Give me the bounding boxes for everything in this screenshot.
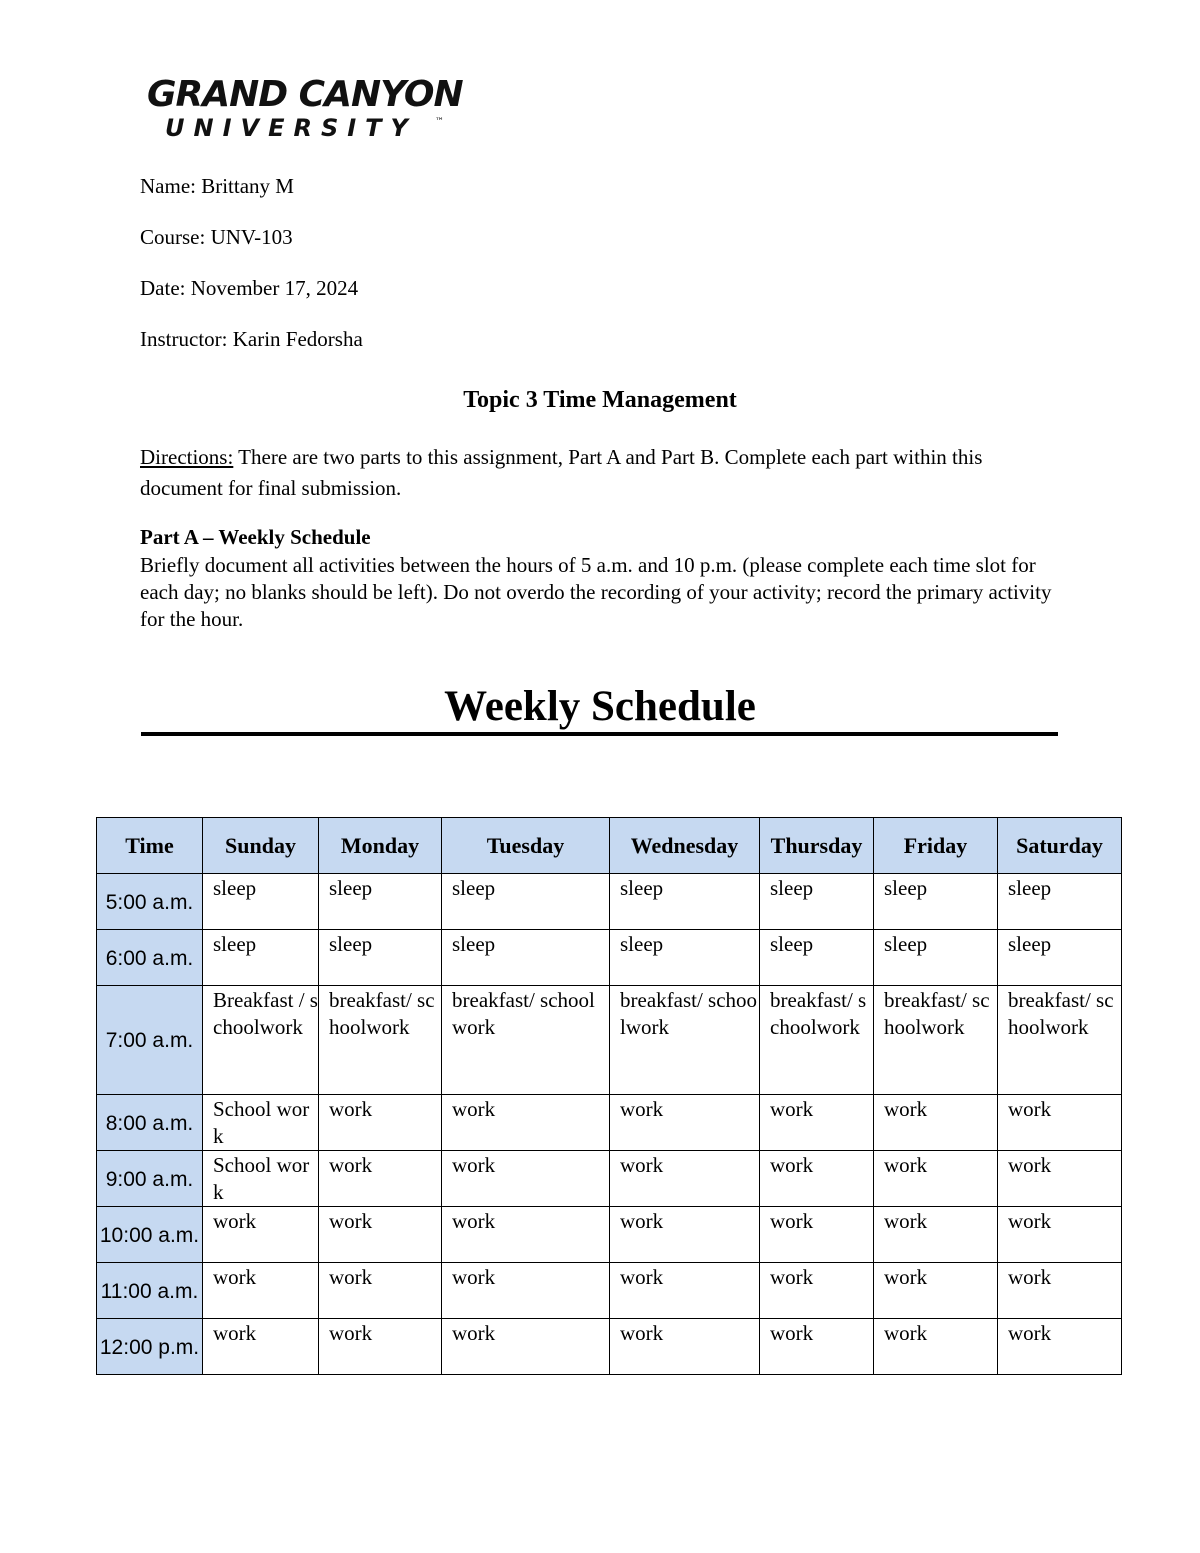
activity-cell: work [998,1207,1122,1263]
activity-cell: work [874,1151,998,1207]
svg-text:™: ™ [435,117,444,127]
activity-cell: sleep [760,930,874,986]
university-logo [145,72,465,142]
activity-cell: work [998,1095,1122,1151]
activity-cell: Breakfast / schoolwork [203,986,319,1095]
svg-text:UNIVERSITY: UNIVERSITY [165,114,417,142]
header-wednesday: Wednesday [610,818,760,874]
activity-cell: sleep [319,930,442,986]
activity-cell: work [760,1151,874,1207]
student-name: Name: Brittany M [140,174,294,198]
activity-cell: work [874,1263,998,1319]
title-divider [141,732,1058,736]
activity-cell: sleep [998,874,1122,930]
table-row [97,986,1122,1095]
header-monday: Monday [319,818,442,874]
activity-cell: sleep [442,874,610,930]
time-slot-cell: 7:00 a.m. [97,986,203,1095]
activity-cell: work [203,1207,319,1263]
part-a-instructions: Briefly document all activities between the hours of 5 a.m. and 10 p.m. (please complete each time slot for each day; no blanks should be left). Do not overdo the recording of your activity; record the primary activity for the hour. [140,553,1052,631]
activity-cell: work [442,1319,610,1375]
activity-cell: work [760,1319,874,1375]
activity-cell: work [874,1319,998,1375]
activity-cell: work [319,1319,442,1375]
activity-cell: work [998,1151,1122,1207]
activity-cell: work [610,1095,760,1151]
table-row [97,874,1122,930]
activity-cell: School work [203,1095,319,1151]
directions-text: There are two parts to this assignment, Part A and Part B. Complete each part within this document for final submission. [140,445,983,500]
weekly-schedule-title: Weekly Schedule [444,683,756,730]
activity-cell: work [319,1095,442,1151]
activity-cell: sleep [610,930,760,986]
activity-cell: breakfast/ schoolwork [442,986,610,1095]
activity-cell: work [610,1319,760,1375]
activity-cell: work [610,1207,760,1263]
activity-cell: sleep [874,930,998,986]
activity-cell: work [760,1263,874,1319]
activity-cell: work [998,1263,1122,1319]
time-slot-cell: 5:00 a.m. [97,874,203,930]
instructor-label: Instructor: Karin Fedorsha [140,327,363,351]
directions-label: Directions: [140,445,234,469]
activity-cell: breakfast/ schoolwork [760,986,874,1095]
activity-cell: work [874,1095,998,1151]
activity-cell: work [442,1263,610,1319]
activity-cell: work [610,1263,760,1319]
activity-cell: work [760,1095,874,1151]
activity-cell: sleep [203,874,319,930]
activity-cell: breakfast/ schoolwork [610,986,760,1095]
directions-paragraph [140,442,1070,504]
table-row [97,1319,1122,1375]
activity-cell: work [874,1207,998,1263]
activity-cell: sleep [203,930,319,986]
activity-cell: work [442,1207,610,1263]
table-row [97,930,1122,986]
activity-cell: sleep [760,874,874,930]
activity-cell: sleep [874,874,998,930]
time-slot-cell: 12:00 p.m. [97,1319,203,1375]
activity-cell: sleep [442,930,610,986]
time-slot-cell: 10:00 a.m. [97,1207,203,1263]
activity-cell: breakfast/ schoolwork [998,986,1122,1095]
header-sunday: Sunday [203,818,319,874]
course-label: Course: UNV-103 [140,225,293,249]
activity-cell: sleep [610,874,760,930]
activity-cell: work [760,1207,874,1263]
header-thursday [760,818,874,874]
weekly-schedule-table [96,817,1122,1375]
activity-cell: work [203,1263,319,1319]
svg-text:GRAND CANYON: GRAND CANYON [147,74,463,115]
table-row [97,1263,1122,1319]
activity-cell: work [319,1151,442,1207]
time-slot-cell: 8:00 a.m. [97,1095,203,1151]
activity-cell: breakfast/ schoolwork [319,986,442,1095]
activity-cell: work [319,1207,442,1263]
time-slot-cell: 6:00 a.m. [97,930,203,986]
header-thursday-label: Thursday [770,832,863,858]
activity-cell: School work [203,1151,319,1207]
topic-title: Topic 3 Time Management [463,387,737,413]
table-row [97,1095,1122,1151]
table-header-row [97,818,1122,874]
header-time: Time [97,818,203,874]
header-tuesday: Tuesday [442,818,610,874]
activity-cell: work [203,1319,319,1375]
part-a-heading: Part A – Weekly Schedule [140,525,371,549]
table-row [97,1207,1122,1263]
time-slot-cell: 11:00 a.m. [97,1263,203,1319]
header-saturday: Saturday [998,818,1122,874]
activity-cell: sleep [998,930,1122,986]
activity-cell: work [442,1095,610,1151]
table-row [97,1151,1122,1207]
date-label: Date: November 17, 2024 [140,276,359,300]
activity-cell: breakfast/ schoolwork [874,986,998,1095]
activity-cell: sleep [319,874,442,930]
activity-cell: work [319,1263,442,1319]
time-slot-cell: 9:00 a.m. [97,1151,203,1207]
activity-cell: work [610,1151,760,1207]
activity-cell: work [442,1151,610,1207]
header-friday: Friday [874,818,998,874]
activity-cell: work [998,1319,1122,1375]
